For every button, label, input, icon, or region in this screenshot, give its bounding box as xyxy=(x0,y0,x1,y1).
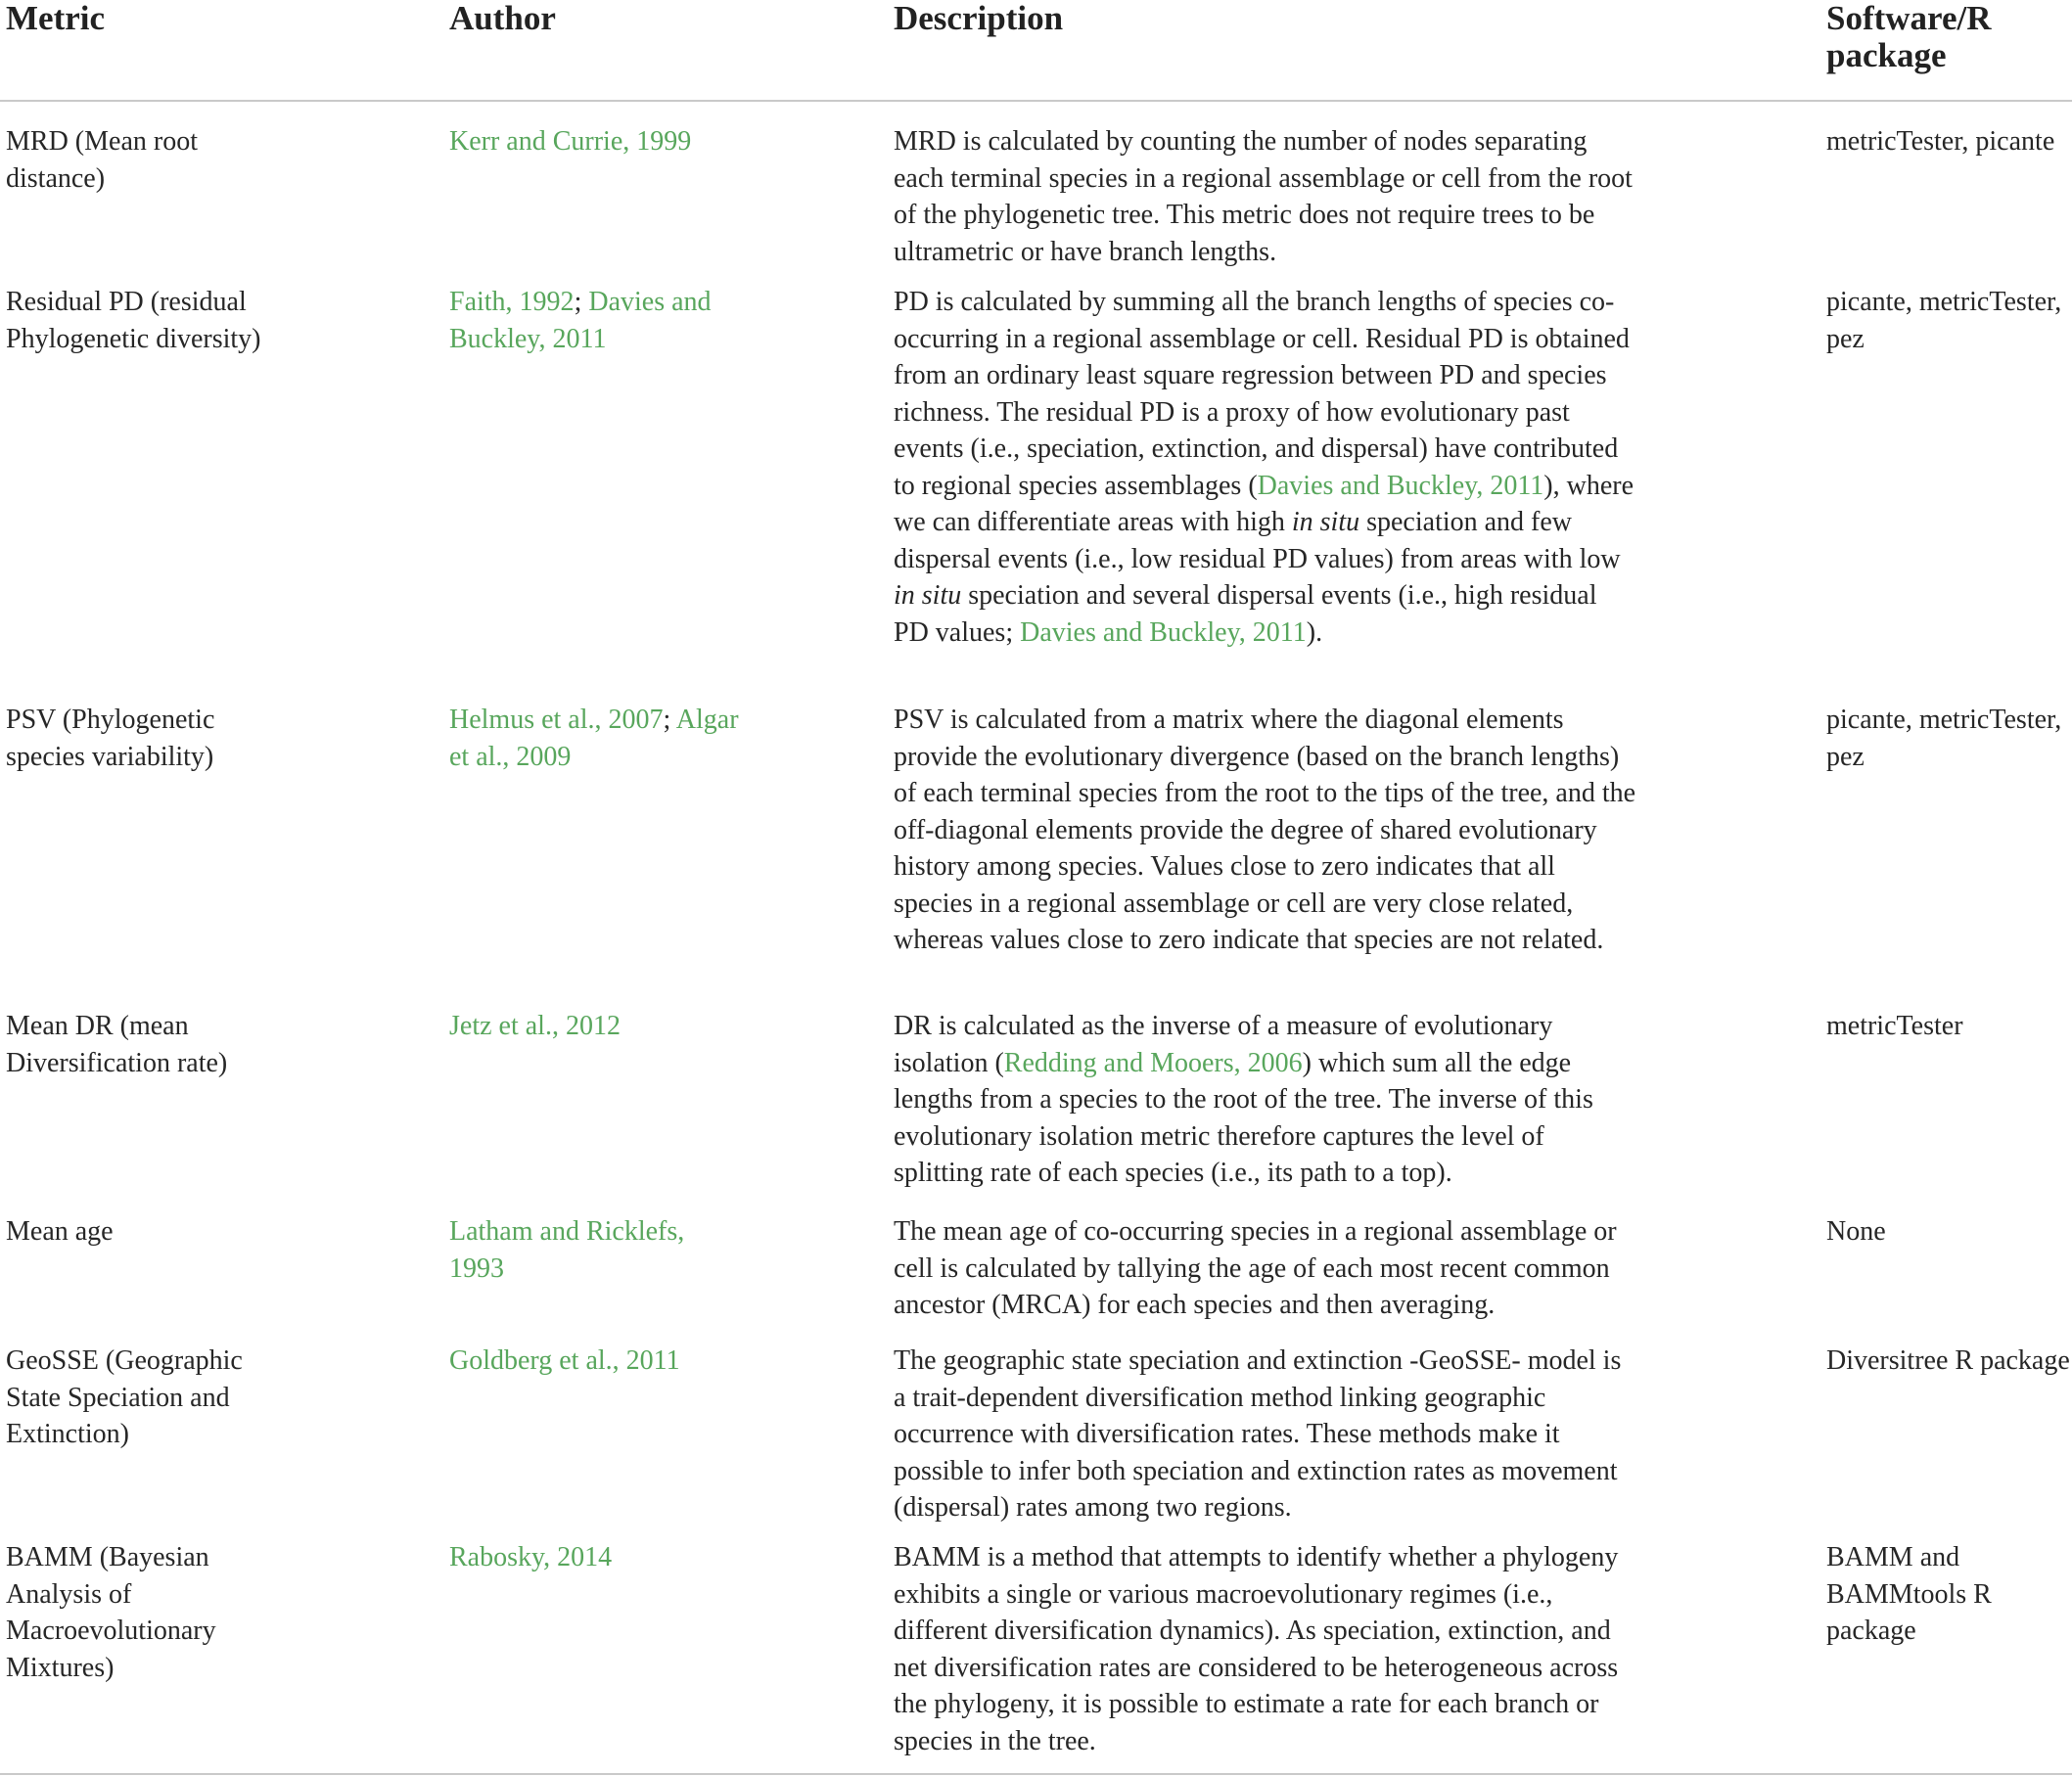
citation-link[interactable]: Jetz et al., 2012 xyxy=(449,1011,621,1041)
citation-link[interactable]: Algar et al., 2009 xyxy=(449,705,739,772)
text-segment: speciation and several dispersal events (i.e., high residual PD values; xyxy=(894,580,1597,648)
header-software: Software/R package xyxy=(1826,0,1992,74)
citation-link[interactable]: Davies and Buckley, 2011 xyxy=(449,287,712,354)
table-header xyxy=(0,0,2072,102)
description-cell xyxy=(894,284,1637,651)
metric-cell: GeoSSE (Geographic State Speciation and Extinction) xyxy=(6,1345,243,1449)
text-segment: DR is calculated as the inverse of a measure of evolutionary isolation ( xyxy=(894,1011,1553,1078)
description-cell xyxy=(894,1008,1637,1192)
citation-link[interactable]: Goldberg et al., 2011 xyxy=(449,1345,680,1376)
metric-cell: PSV (Phylogenetic species variability) xyxy=(6,705,215,772)
software-cell: picante, metricTester, pez xyxy=(1826,705,2062,772)
software-cell: BAMM and BAMMtools R package xyxy=(1826,1542,1992,1646)
citation-link[interactable]: Latham and Ricklefs, 1993 xyxy=(449,1216,685,1284)
text-segment: ; xyxy=(663,705,676,735)
software-cell: picante, metricTester, pez xyxy=(1826,287,2062,354)
description-cell xyxy=(894,1343,1637,1526)
text-segment: speciation and few dispersal events (i.e., low residual PD values) from areas with low xyxy=(894,507,1621,574)
citation-link[interactable]: Davies and Buckley, 2011 xyxy=(1020,616,1307,648)
author-cell xyxy=(449,123,743,160)
citation-link[interactable]: Rabosky, 2014 xyxy=(449,1542,613,1572)
description-cell xyxy=(894,1213,1637,1324)
header-description: Description xyxy=(894,0,1064,37)
metric-cell: MRD (Mean root distance) xyxy=(6,126,198,194)
citation-link[interactable]: Helmus et al., 2007 xyxy=(449,705,664,735)
description-cell xyxy=(894,123,1637,270)
software-cell: Diversitree R package xyxy=(1826,1345,2070,1376)
author-cell xyxy=(449,1008,743,1045)
author-cell xyxy=(449,702,743,775)
metric-cell: Mean DR (mean Diversification rate) xyxy=(6,1011,228,1078)
software-cell: metricTester, picante xyxy=(1826,126,2055,157)
metric-cell: Residual PD (residual Phylogenetic diversity) xyxy=(6,287,261,354)
description-cell xyxy=(894,702,1637,959)
text-segment: in situ xyxy=(1291,507,1360,537)
author-cell xyxy=(449,1539,743,1576)
citation-link[interactable]: Redding and Mooers, 2006 xyxy=(1003,1047,1303,1078)
metric-cell: BAMM (Bayesian Analysis of Macroevolutionary Mixtures) xyxy=(6,1542,216,1683)
citation-link[interactable]: Faith, 1992 xyxy=(449,287,575,317)
citation-link[interactable]: Kerr and Currie, 1999 xyxy=(449,126,692,157)
text-segment: ), where we can differentiate areas with high xyxy=(894,470,1635,537)
description-cell xyxy=(894,1539,1637,1759)
header-metric: Metric xyxy=(6,0,106,37)
text-segment: The geographic state speciation and extinction -GeoSSE- model is a trait-dependent diversification method linking geographic occurrence with diversification rates. These methods make it possible to infer both speciation and extinction rates as movement (dispersal) rates among two regions. xyxy=(894,1345,1622,1523)
citation-link[interactable]: Davies and Buckley, 2011 xyxy=(1257,470,1544,501)
text-segment: PD is calculated by summing all the branch lengths of species co-occurring in a regional assemblage or cell. Residual PD is obtained from an ordinary least square regression between PD and species richness. The residual PD is a proxy of how evolutionary past events (i.e., speciation, extinction, and dispersal) have contributed to regional species assemblages ( xyxy=(894,287,1630,501)
metric-cell: Mean age xyxy=(6,1216,114,1247)
software-cell: None xyxy=(1826,1216,1886,1247)
author-cell xyxy=(449,1213,743,1287)
text-segment: ) which sum all the edge lengths from a species to the root of the tree. The inverse of this evolutionary isolation metric therefore captures the level of splitting rate of each species (i.e., its path to a top). xyxy=(894,1047,1593,1188)
author-cell xyxy=(449,1343,743,1380)
author-cell xyxy=(449,284,743,357)
text-segment: MRD is calculated by counting the number of nodes separating each terminal species in a regional assemblage or cell from the root of the phylogenetic tree. This metric does not require trees to be ultrametric or have branch lengths. xyxy=(894,126,1633,267)
table-bottom-rule xyxy=(0,1773,2072,1775)
text-segment: PSV is calculated from a matrix where the diagonal elements provide the evolutionary divergence (based on the branch lengths) of each terminal species from the root to the tips of the tree, and the off-diagonal elements provide the degree of shared evolutionary history among species. Values close to zero indicates that all species in a regional assemblage or cell are very close related, whereas values close to zero indicate that species are not related. xyxy=(894,705,1636,955)
header-author: Author xyxy=(449,0,556,37)
text-segment: ). xyxy=(1306,616,1323,648)
text-segment: ; xyxy=(574,287,589,317)
text-segment: BAMM is a method that attempts to identify whether a phylogeny exhibits a single or various macroevolutionary regimes (i.e., different diversification dynamics). As speciation, extinction, and net diversification rates are considered to be heterogeneous across the phylogeny, it is possible to estimate a rate for each branch or species in the tree. xyxy=(894,1542,1619,1756)
text-segment: The mean age of co-occurring species in a regional assemblage or cell is calculated by tallying the age of each most recent common ancestor (MRCA) for each species and then averaging. xyxy=(894,1216,1617,1320)
text-segment: in situ xyxy=(894,580,962,611)
software-cell: metricTester xyxy=(1826,1011,1963,1041)
